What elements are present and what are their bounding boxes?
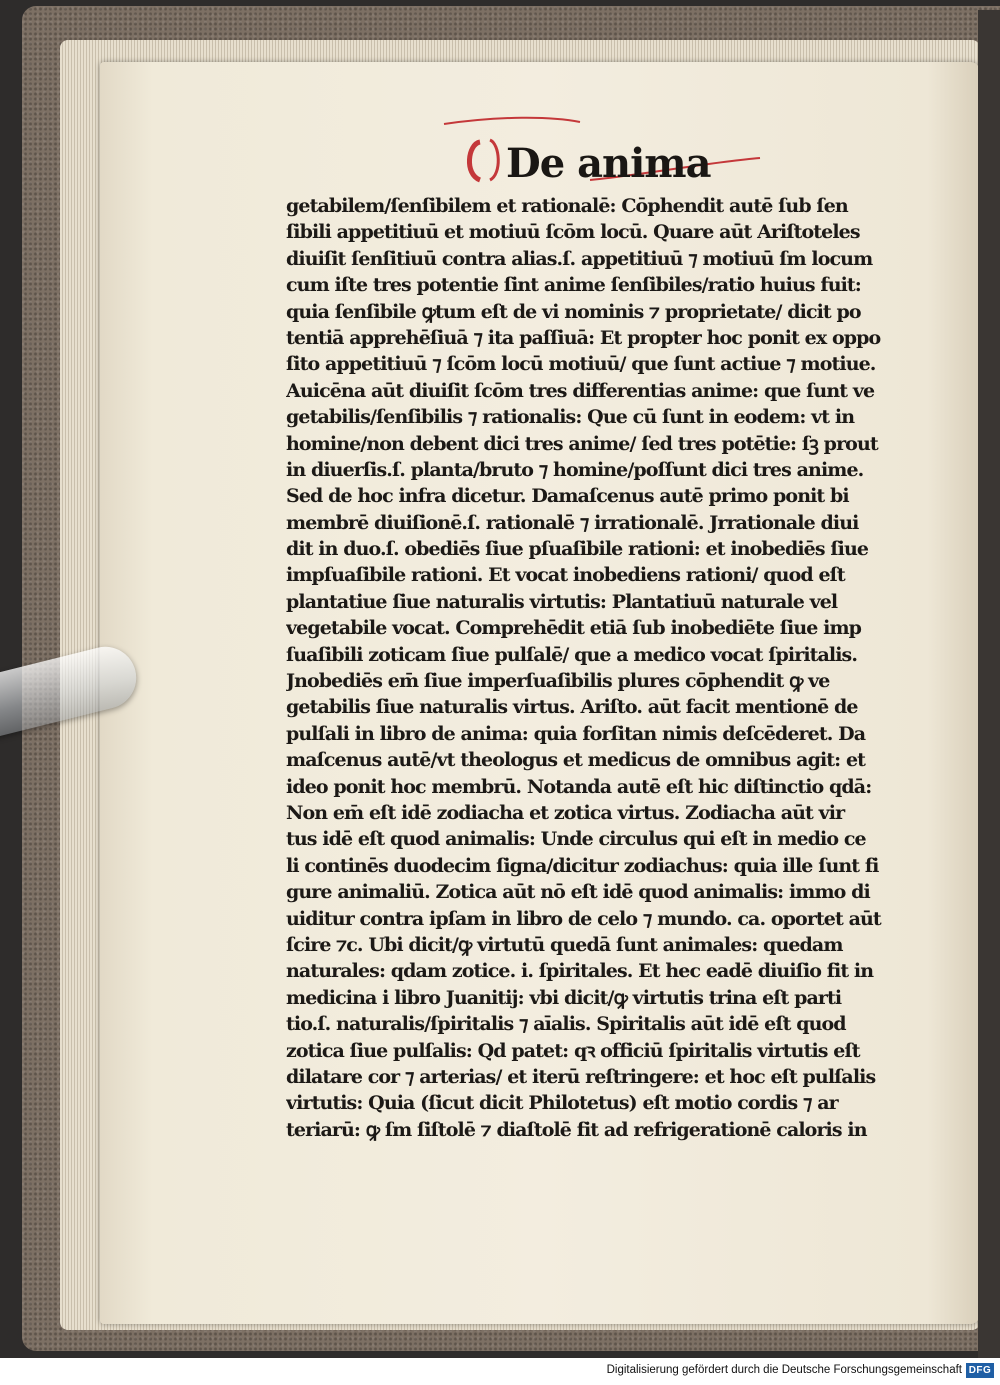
text-line: pulſali in libro de anima: quia forſitan nimis deſcēderet. Da bbox=[286, 722, 866, 745]
text-line: vegetabile vocat. Comprehēdit etiā ſub inobediēte ſiue imp bbox=[286, 617, 862, 640]
text-line: quia ſenſibile ꝙtum eſt de vi nominis ⁊ proprietate/ dicit po bbox=[286, 300, 861, 323]
text-line: ſito appetitiuū ⁊ ſcōm locū motiuū/ que ſunt actiue ⁊ motiue. bbox=[286, 353, 876, 376]
body-text bbox=[286, 193, 896, 1143]
text-line: zotica ſiue pulſalis: Qd patet: qꝛ officiū ſpiritalis virtutis eſt bbox=[286, 1039, 860, 1062]
text-line: virtutis: Quia (ſicut dicit Philotetus) eſt motio cordis ⁊ ar bbox=[286, 1092, 838, 1115]
text-line: gure animaliū. Zotica aūt nō eſt idē quod animalis: immo di bbox=[286, 881, 870, 904]
text-line: in diuerſis.ſ. planta/bruto ⁊ homine/poſſunt dici tres anime. bbox=[286, 458, 864, 481]
text-line: naturales: qdam zotice. i. ſpiritales. Et hec eadē diuiſio fit in bbox=[286, 960, 874, 983]
text-line: ideo ponit hoc membrū. Notanda autē eſt hic diſtinctio qdā: bbox=[286, 775, 872, 798]
text-line: getabilis ſiue naturalis virtus. Ariſto. aūt facit mentionē de bbox=[286, 696, 858, 719]
page-heading: De anima bbox=[506, 140, 711, 187]
funding-credit: Digitalisierung gefördert durch die Deutsche Forschungsgemeinschaft bbox=[606, 1364, 962, 1376]
text-line: teriarū: ꝙ ſm ſiſtolē ⁊ diaſtolē fit ad refrigerationē caloris in bbox=[286, 1118, 867, 1141]
text-line: getabilem/ſenſibilem et rationalē: Cōphendit autē ſub ſen bbox=[286, 195, 848, 217]
text-line: uiditur contra ipſam in libro de celo ⁊ mundo. ca. oportet aūt bbox=[286, 907, 881, 930]
text-line: diuiſit ſenſitiuū contra alias.ſ. appetitiuū ⁊ motiuū ſm locum bbox=[286, 247, 873, 270]
text-line: Jnobediēs em̄ ſiue imperſuaſibilis plures cōphendit ꝙ ve bbox=[286, 670, 830, 693]
text-line: homine/non debent dici tres anime/ ſed tres potētie: ſꝫ prout bbox=[286, 432, 878, 455]
text-line: medicina i libro Juanitij: vbi dicit/ꝙ virtutis trina eſt parti bbox=[286, 986, 842, 1009]
text-line: ſuaſibili zoticam ſiue pulſalē/ que a medico vocat ſpiritalis. bbox=[286, 643, 858, 666]
text-line: tentiā apprehēſiuā ⁊ ita paſſiuā: Et propter hoc ponit ex oppo bbox=[286, 326, 881, 349]
text-line: ſibili appetitiuū et motiuū ſcōm locū. Quare aūt Ariſtoteles bbox=[286, 221, 860, 244]
scan-background bbox=[978, 10, 1000, 1358]
text-line: maſcenus autē/vt theologus et medicus de omnibus agit: et bbox=[286, 749, 866, 772]
text-line: ſcire ⁊c. Ubi dicit/ꝙ virtutū quedā ſunt animales: quedam bbox=[286, 933, 843, 956]
text-line: dilatare cor ⁊ arterias/ et iterū reſtringere: et hoc eſt pulſalis bbox=[286, 1065, 876, 1088]
text-line: getabilis/ſenſibilis ⁊ rationalis: Que cū ſunt in eodem: vt in bbox=[286, 406, 855, 429]
text-line: dit in duo.ſ. obediēs ſiue pſuaſibile rationi: et inobediēs ſiue bbox=[286, 538, 869, 561]
text-line: plantatiue ſiue naturalis virtutis: Plantatiuū naturale vel bbox=[286, 590, 838, 613]
dfg-logo[interactable]: DFG bbox=[966, 1363, 994, 1378]
text-line: tus idē eſt quod animalis: Unde circulus qui eſt in medio ce bbox=[286, 828, 866, 851]
text-line: impſuaſibile rationi. Et vocat inobediens rationi/ quod eſt bbox=[286, 564, 845, 587]
text-line: membrē diuiſionē.ſ. rationalē ⁊ irrationalē. Jrrationale diui bbox=[286, 511, 859, 534]
text-line: li continēs duodecim ſigna/dicitur zodiachus: quia ille ſunt fi bbox=[286, 854, 879, 877]
text-line: cum iſte tres potentie ſint anime ſenſibiles/ratio huius fuit: bbox=[286, 274, 861, 297]
text-line: Non em̄ eſt idē zodiacha et zotica virtus. Zodiacha aūt vir bbox=[286, 801, 845, 824]
footer-bar bbox=[0, 1358, 1000, 1385]
text-line: Sed de hoc infra dicetur. Damaſcenus autē primo ponit bi bbox=[286, 485, 849, 508]
text-line: tio.ſ. naturalis/ſpiritalis ⁊ aīalis. Spiritalis aūt idē eſt quod bbox=[286, 1013, 846, 1036]
text-line: Auicēna aūt diuiſit ſcōm tres differentias anime: que ſunt ve bbox=[286, 379, 875, 402]
